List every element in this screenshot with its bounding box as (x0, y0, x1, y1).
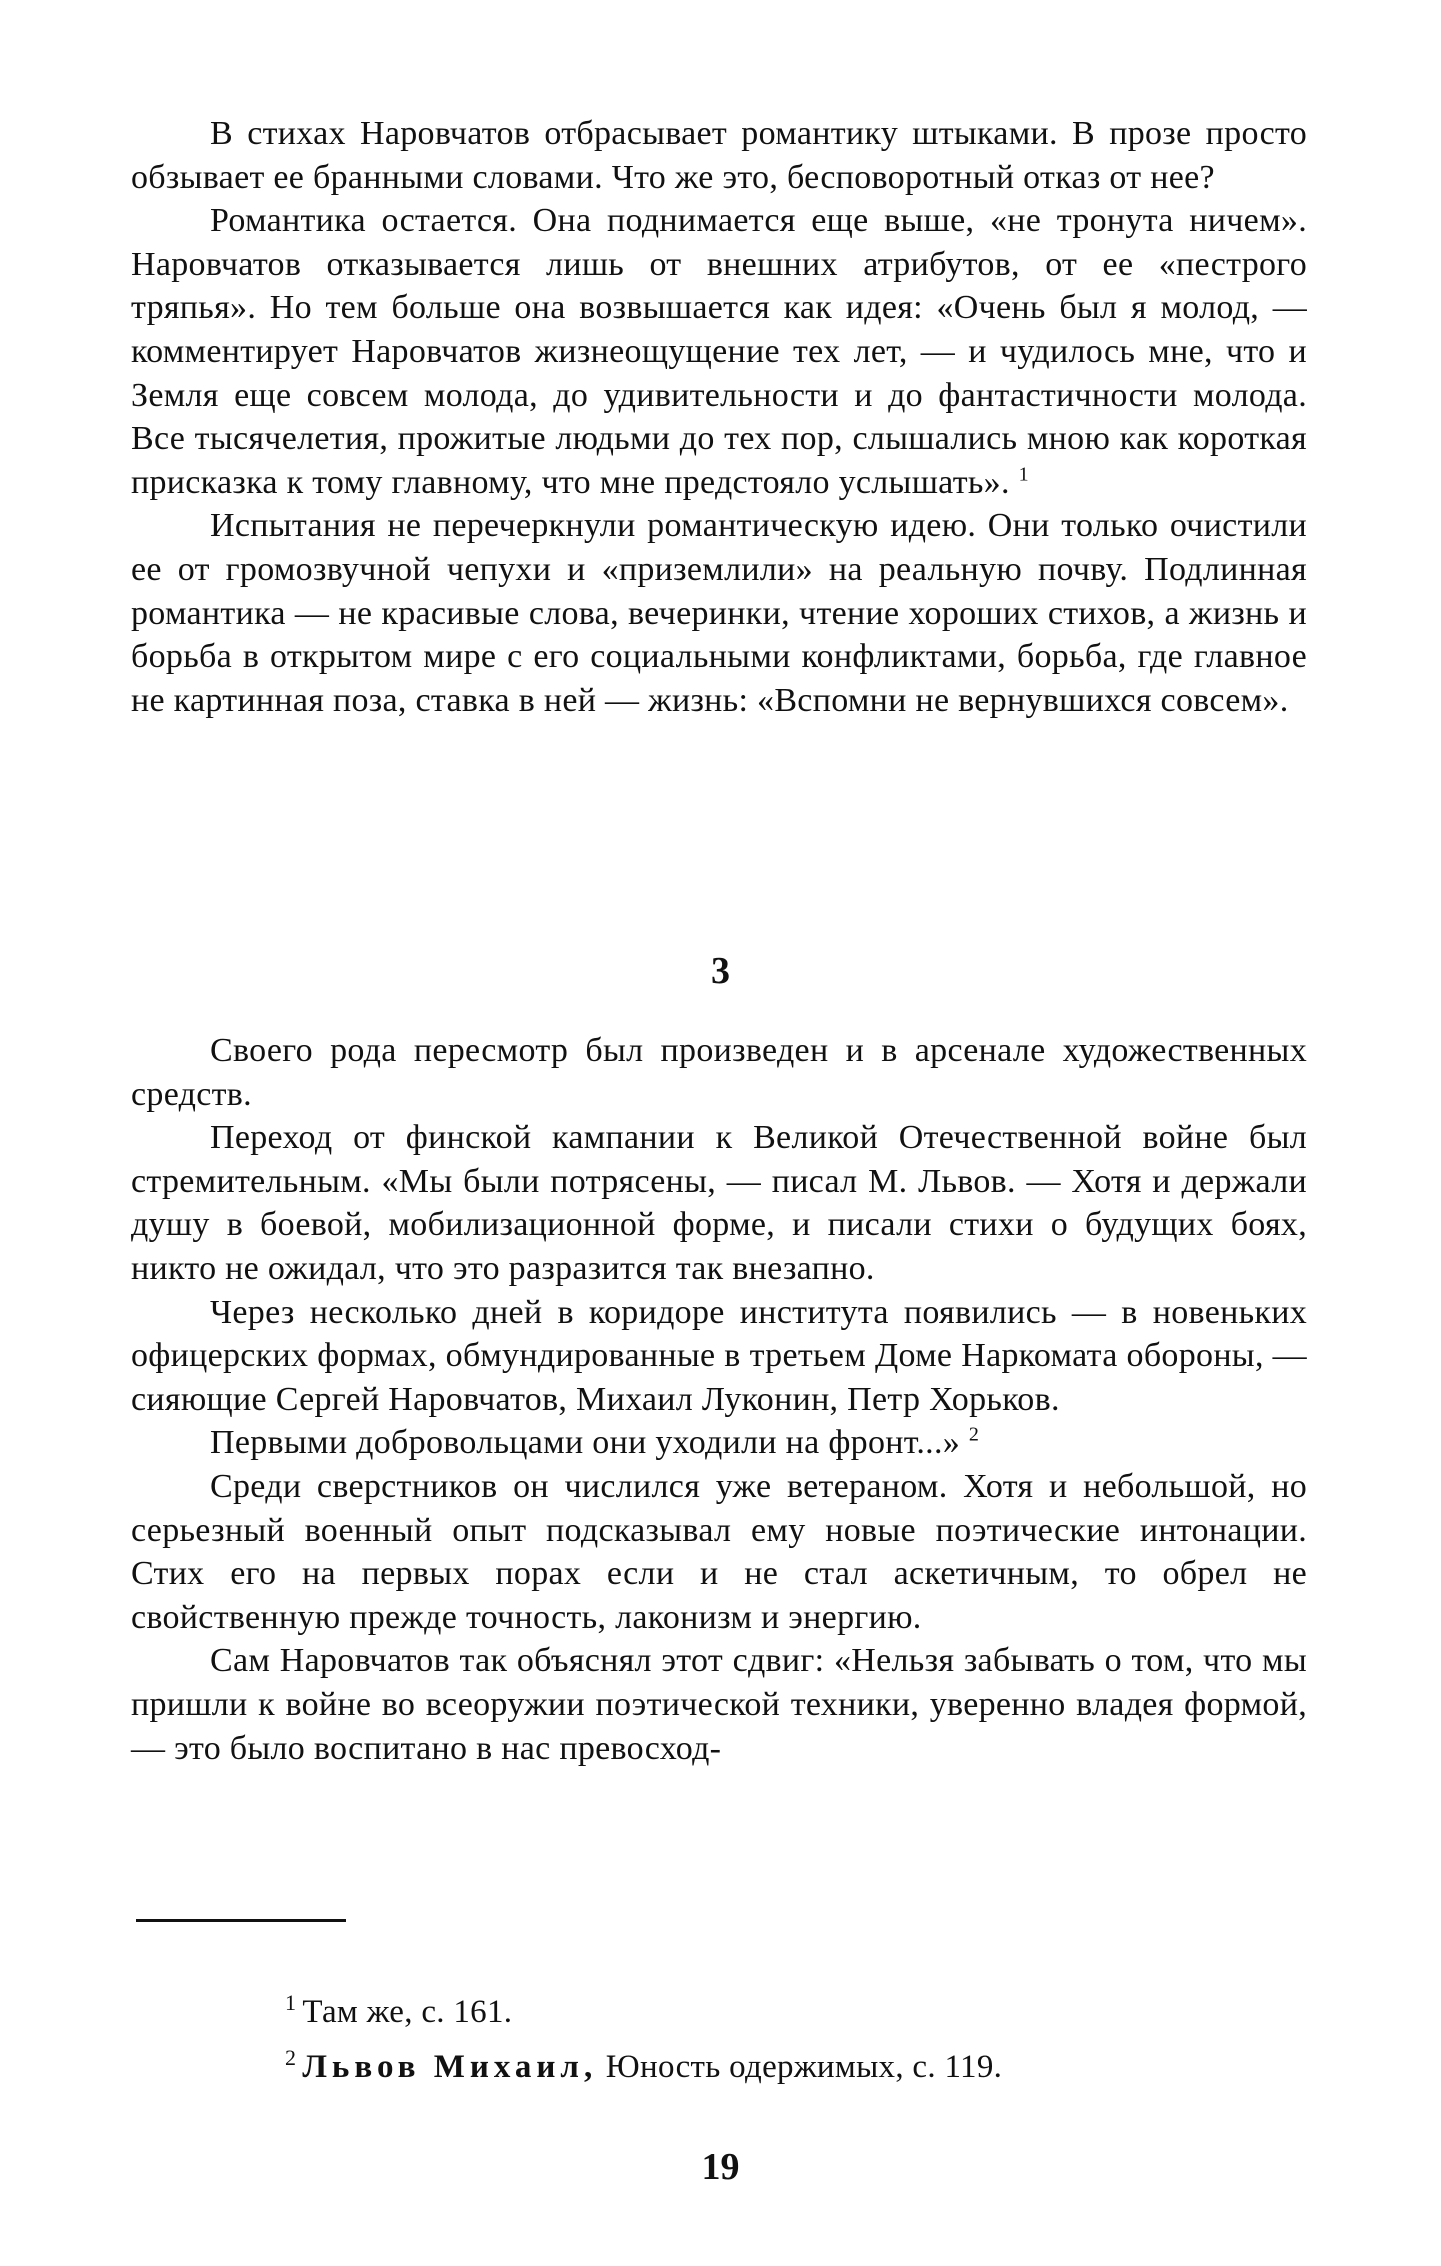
paragraph-8: Среди сверстников он числился уже ветераном. Хотя и небольшой, но серьезный военный опыт подсказывал ему новые поэтические интонации. Стих его на первых порах если и не стал аскетичным, то обрел не свойственную прежде точность, лаконизм и энергию. (131, 1467, 1307, 1636)
body-text-top (131, 112, 1307, 722)
paragraph-1: В стихах Наровчатов отбрасывает романтику штыками. В прозе просто обзывает ее бранными словами. Что же это, бесповоротный отказ от нее? (131, 115, 1307, 196)
paragraph-5: Переход от финской кампании к Великой Отечественной войне был стремительным. «Мы были потрясены, — писал М. Львов. — Хотя и держали душу в боевой, мобилизационной форме, и писали стихи о будущих боях, никто не ожидал, что это разразится так внезапно. (131, 1119, 1307, 1287)
paragraph-2 (131, 199, 1307, 504)
footnote-1 (206, 1980, 1206, 2035)
footnote-2-text: Юность одержимых, с. 119. (605, 2049, 1003, 2085)
footnote-divider (136, 1919, 346, 1922)
footnote-2 (206, 2035, 1206, 2090)
footnotes (206, 1980, 1206, 2090)
paragraph-7 (131, 1421, 1307, 1465)
paragraph-3: Испытания не перечеркнули романтическую идею. Они только очистили ее от громозвучной чепухи и «приземлили» на реальную почву. Подлинная романтика — не красивые слова, вечеринки, чтение хороших стихов, а жизнь и борьба в открытом мире с его социальными конфликтами, борьба, где главное не картинная поза, ставка в ней — жизнь: «Вспомни не вернувшихся совсем». (131, 507, 1307, 719)
footnote-2-mark: 2 (285, 2045, 297, 2070)
footnote-ref-1: 1 (1018, 463, 1029, 486)
paragraph-4: Своего рода пересмотр был произведен и в арсенале художественных средств. (131, 1032, 1307, 1113)
paragraph-7-text: Первыми добровольцами они уходили на фронт...» (210, 1424, 961, 1462)
paragraph-2-text: Романтика остается. Она поднимается еще выше, «не тронута ничем». Наровчатов отказывается лишь от внешних атрибутов, от ее «пестрого тряпья». Но тем больше она возвышается как идея: «Очень был я молод, — комментирует Наровчатов жизнеощущение тех лет, — и чудилось мне, что и Земля еще совсем молода, до удивительности и до фантастичности молода. Все тысячелетия, прожитые людьми до тех пор, слышались мною как короткая присказка к тому главному, что мне предстояло услышать». (131, 202, 1307, 501)
body-text-section (131, 1029, 1307, 1770)
paragraph-9: Сам Наровчатов так объяснял этот сдвиг: «Нельзя забывать о том, что мы пришли к войне во всеоружии поэтической техники, уверенно владея формой, — это было воспитано в нас превосход- (131, 1642, 1307, 1767)
page-number: 19 (701, 2146, 740, 2188)
section-number: 3 (711, 950, 730, 992)
footnote-ref-2: 2 (968, 1424, 980, 1447)
footnote-2-author: Львов Михаил, (302, 2049, 598, 2085)
paragraph-6: Через несколько дней в коридоре института появились — в новеньких офицерских формах, обмундированные в третьем Доме Наркомата обороны, — сияющие Сергей Наровчатов, Михаил Луконин, Петр Хорьков. (131, 1293, 1307, 1418)
footnote-1-text: Там же, с. 161. (302, 1994, 513, 2030)
footnote-1-mark: 1 (285, 1990, 297, 2015)
